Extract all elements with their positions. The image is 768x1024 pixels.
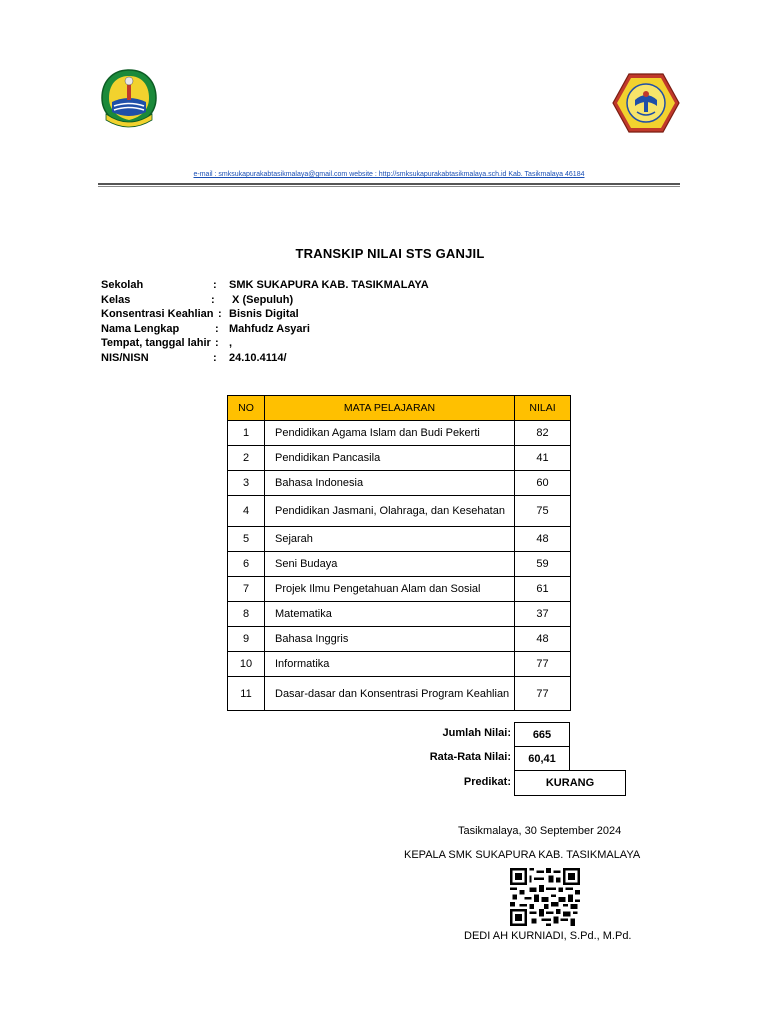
row-subject: Seni Budaya (265, 552, 515, 577)
info-value: Bisnis Digital (229, 308, 299, 321)
table-row (228, 421, 571, 446)
total-label: Jumlah Nilai: (442, 727, 511, 739)
info-value: SMK SUKAPURA KAB. TASIKMALAYA (229, 279, 429, 291)
info-colon: : (218, 308, 222, 321)
row-score: 77 (515, 652, 571, 677)
info-label: Nama Lengkap (101, 322, 180, 335)
row-subject: Matematika (265, 602, 515, 627)
row-score: 75 (515, 496, 571, 527)
info-label: Konsentrasi Keahlian (101, 308, 214, 321)
row-score: 60 (515, 471, 571, 496)
row-subject: Informatika (265, 652, 515, 677)
school-emblem-icon (611, 72, 681, 134)
row-score: 82 (515, 421, 571, 446)
predicate-label: Predikat: (463, 776, 511, 788)
row-subject: Pendidikan Jasmani, Olahraga, dan Kesehatan (265, 496, 515, 527)
row-score: 61 (515, 577, 571, 602)
row-score: 48 (515, 527, 571, 552)
table-row (228, 577, 571, 602)
row-subject: Pendidikan Pancasila (265, 446, 515, 471)
row-score: 41 (515, 446, 571, 471)
row-subject: Bahasa Inggris (265, 627, 515, 652)
info-colon: : (213, 279, 217, 291)
info-value: 24.10.4114/ (229, 351, 287, 364)
row-no: 3 (228, 471, 265, 496)
table-header-row (228, 396, 571, 421)
header-divider (98, 183, 680, 185)
info-value: X (Sepuluh) (229, 293, 294, 306)
info-label: NIS/NISN (101, 351, 149, 364)
row-subject: Bahasa Indonesia (265, 471, 515, 496)
contact-line[interactable]: e-mail : smksukapurakabtasikmalaya@gmail.com website : http://smksukapurakabtasikmalaya.sch.id Kab. Tasikmalaya 46184 (193, 171, 585, 178)
row-no: 4 (228, 496, 265, 527)
info-colon: : (211, 293, 215, 306)
header-score: NILAI (515, 396, 571, 421)
predicate-value: KURANG (514, 770, 626, 796)
signature-name: DEDI AH KURNIADI, S.Pd., M.Pd. (464, 930, 632, 942)
row-score: 77 (515, 677, 571, 711)
row-no: 11 (228, 677, 265, 711)
header-divider-thin (98, 186, 680, 187)
grades-table (227, 395, 571, 711)
row-score: 48 (515, 627, 571, 652)
table-row (228, 471, 571, 496)
header-no: NO (228, 396, 265, 421)
row-subject: Sejarah (265, 527, 515, 552)
table-row (228, 527, 571, 552)
row-no: 10 (228, 652, 265, 677)
info-value: , (229, 337, 233, 350)
total-value: 665 (514, 722, 570, 747)
average-label: Rata-Rata Nilai: (429, 751, 511, 763)
row-no: 6 (228, 552, 265, 577)
table-row (228, 496, 571, 527)
row-no: 1 (228, 421, 265, 446)
table-row (228, 652, 571, 677)
average-value: 60,41 (514, 746, 570, 771)
row-no: 8 (228, 602, 265, 627)
row-subject: Projek Ilmu Pengetahuan Alam dan Sosial (265, 577, 515, 602)
document-title: TRANSKIP NILAI STS GANJIL (295, 246, 485, 261)
table-row (228, 446, 571, 471)
table-row (228, 627, 571, 652)
provincial-emblem-icon (98, 68, 160, 128)
row-no: 7 (228, 577, 265, 602)
row-subject: Dasar-dasar dan Konsentrasi Program Keahlian (265, 677, 515, 711)
table-row (228, 677, 571, 711)
info-label: Kelas (101, 293, 131, 306)
info-value: Mahfudz Asyari (229, 322, 310, 335)
signature-position: KEPALA SMK SUKAPURA KAB. TASIKMALAYA (404, 849, 641, 861)
info-colon: : (215, 322, 219, 335)
row-no: 9 (228, 627, 265, 652)
qr-code-icon (510, 868, 580, 926)
row-score: 37 (515, 602, 571, 627)
row-subject: Pendidikan Agama Islam dan Budi Pekerti (265, 421, 515, 446)
info-colon: : (213, 351, 217, 364)
signature-place-date: Tasikmalaya, 30 September 2024 (458, 825, 622, 837)
row-no: 2 (228, 446, 265, 471)
info-colon: : (215, 337, 219, 350)
table-row (228, 552, 571, 577)
info-label: Sekolah (101, 279, 144, 291)
info-label: Tempat, tanggal lahir (101, 337, 211, 350)
header-subject: MATA PELAJARAN (265, 396, 515, 421)
table-row (228, 602, 571, 627)
row-score: 59 (515, 552, 571, 577)
row-no: 5 (228, 527, 265, 552)
